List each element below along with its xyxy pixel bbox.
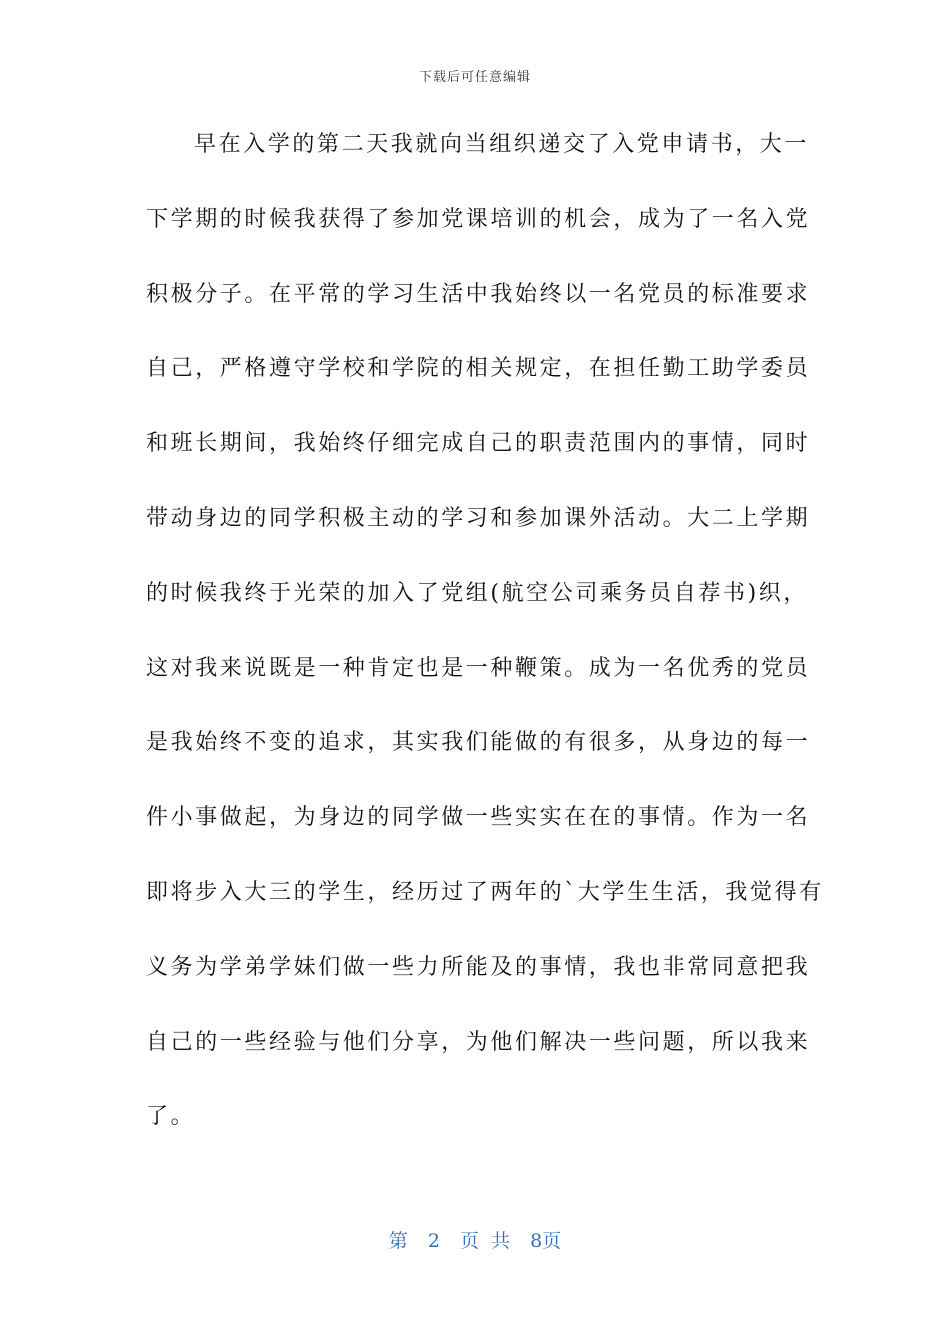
paragraph-line: 和班长期间，我始终仔细完成自己的职责范围内的事情，同时 <box>146 431 811 457</box>
paragraph-line: 早在入学的第二天我就向当组织递交了入党申请书，大一 <box>194 132 810 157</box>
page-number-footer <box>0 1226 950 1253</box>
paragraph-line: 自己的一些经验与他们分享，为他们解决一些问题，所以我来 <box>146 1029 811 1055</box>
paragraph-line: 带动身边的同学积极主动的学习和参加课外活动。大二上学期 <box>146 505 811 531</box>
footer-prefix: 第 <box>388 1230 408 1252</box>
paragraph-line: 了。 <box>146 1104 196 1130</box>
paragraph-line: 义务为学弟学妹们做一些力所能及的事情，我也非常同意把我 <box>146 954 811 980</box>
paragraph-line: 积极分子。在平常的学习生活中我始终以一名党员的标准要求 <box>146 281 811 307</box>
footer-middle: 页 共 <box>460 1230 511 1252</box>
paragraph-line: 是我始终不变的追求，其实我们能做的有很多，从身边的每一 <box>146 730 811 756</box>
paragraph-line: 即将步入大三的学生，经历过了两年的`大学生生活，我觉得有 <box>146 879 824 905</box>
footer-total-pages: 8页 <box>530 1230 562 1252</box>
paragraph-line: 自己，严格遵守学校和学院的相关规定，在担任勤工助学委员 <box>146 356 811 382</box>
body-paragraph <box>146 120 824 1167</box>
paragraph-line: 下学期的时候我获得了参加党课培训的机会，成为了一名入党 <box>146 206 811 232</box>
footer-current-page: 2 <box>427 1230 440 1252</box>
paragraph-line: 件小事做起，为身边的同学做一些实实在在的事情。作为一名 <box>146 805 811 831</box>
paragraph-line: 这对我来说既是一种肯定也是一种鞭策。成为一名优秀的党员 <box>146 655 811 681</box>
paragraph-line: 的时候我终于光荣的加入了党组(航空公司乘务员自荐书)织， <box>146 580 808 606</box>
header-note: 下载后可任意编辑 <box>418 70 531 85</box>
